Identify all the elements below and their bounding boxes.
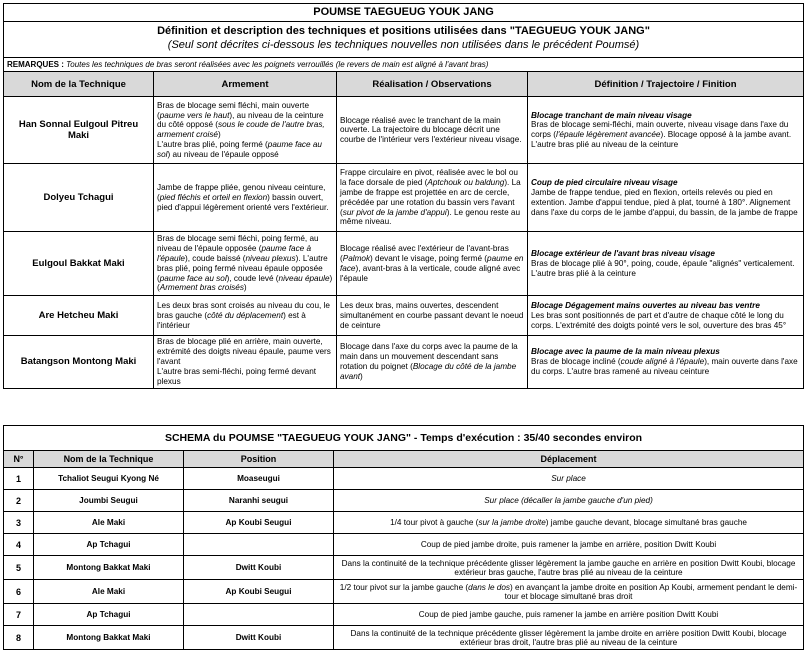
step-number: 1 (4, 468, 34, 490)
step-deplacement: Dans la continuité de la technique précédente glisser légèrement la jambe droite en arrière position Dwitt Koubi, blocage extérieur bras droit, l'autre bras plié au niveau de la ceinture (334, 626, 804, 650)
step-deplacement: Dans la continuité de la technique précédente glisser légèrement la jambe gauche en arrière en position Dwitt Koubi, blocage extérieur bras gauche, l'autre bras plié au niveau de la ceinture (334, 556, 804, 580)
step-deplacement: Coup de pied jambe gauche, puis ramener la jambe en arrière position Dwitt Koubi (334, 604, 804, 626)
schema-body (4, 468, 804, 650)
step-deplacement: Sur place (334, 468, 804, 490)
table-row (4, 97, 804, 164)
step-deplacement: 1/4 tour pivot à gauche (sur la jambe droite) jambe gauche devant, blocage simultané bras gauche (334, 512, 804, 534)
definition-text: Bras de blocage semi-fléchi, main ouverte, niveau visage dans l'axe du corps (l'épaule légèrement avancée). Blocage opposé à la jambe avant. L'autre bras plié au niveau de la ceinture (531, 120, 792, 150)
header-armement: Armement (154, 72, 337, 97)
realisation-cell: Les deux bras, mains ouvertes, descendent simultanément en courbe passant devant le noeud de ceinture (337, 296, 528, 336)
header-realisation: Réalisation / Observations (337, 72, 528, 97)
remarks-text: Toutes les techniques de bras seront réalisées avec les poignets verrouillés (le revers de main est aligné à l'avant bras) (63, 59, 489, 69)
armement-cell: Jambe de frappe pliée, genou niveau ceinture, (pied fléchis et orteil en flexion) bassin ouvert, pied d'appui légèrement orienté vers l'extérieur. (154, 164, 337, 232)
definition-title: Blocage tranchant de main niveau visage (531, 110, 692, 120)
definition-title: Blocage Dégagement mains ouvertes au niveau bas ventre (531, 301, 760, 311)
step-technique: Montong Bakkat Maki (34, 626, 184, 650)
definition-text: Bras de blocage incliné (coude aligné à l'épaule), main ouverte dans l'axe du corps. L'autre bras ramené au niveau ceinture (531, 356, 798, 376)
definition-title: Coup de pied circulaire niveau visage (531, 178, 678, 188)
table-row (4, 580, 804, 604)
header-technique-name: Nom de la Technique (4, 72, 154, 97)
definition-cell (528, 164, 804, 232)
techniques-body (4, 97, 804, 388)
step-number: 6 (4, 580, 34, 604)
table-row (4, 626, 804, 650)
technique-name: Eulgoul Bakkat Maki (4, 232, 154, 296)
table-row (4, 512, 804, 534)
techniques-table (3, 3, 804, 389)
table-row (4, 336, 804, 388)
techniques-header-row (4, 72, 804, 97)
armement-cell: Bras de blocage semi fléchi, poing fermé, au niveau de l'épaule opposée (paume face à l'épaule), coude baissé (niveau plexus). L'autre bras plié, poing fermé niveau épaule opposée (paume face au sol), coude levé (niveau épaule) (Armement bras croisés) (154, 232, 337, 296)
schema-table (3, 425, 804, 650)
step-technique: Ap Tchagui (34, 534, 184, 556)
definition-text: Les bras sont positionnés de part et d'autre de chaque côté le long du corps. L'extrémité des doigts pointé vers le sol, ouverture des bras 45° (531, 310, 787, 330)
step-position: Ap Koubi Seugui (184, 512, 334, 534)
table-row (4, 534, 804, 556)
realisation-cell: Blocage dans l'axe du corps avec la paume de la main dans un mouvement descendant sans rotation du poignet (Blocage du côté de la jambe avant) (337, 336, 528, 388)
header-num: N° (4, 451, 34, 468)
realisation-cell: Blocage réalisé avec le tranchant de la main ouverte. La trajectoire du blocage décrit une courbe de l'intérieur vers l'extérieur niveau visage. (337, 97, 528, 164)
step-technique: Ale Maki (34, 512, 184, 534)
technique-name: Batangson Montong Maki (4, 336, 154, 388)
definition-cell (528, 232, 804, 296)
header-definition: Définition / Trajectoire / Finition (528, 72, 804, 97)
step-deplacement: Sur place (décaller la jambe gauche d'un pied) (334, 490, 804, 512)
definition-title: Blocage avec la paume de la main niveau plexus (531, 347, 720, 357)
step-position: Naranhi seugui (184, 490, 334, 512)
definition-cell (528, 336, 804, 388)
table-row (4, 164, 804, 232)
step-technique: Joumbi Seugui (34, 490, 184, 512)
step-number: 5 (4, 556, 34, 580)
armement-cell: Bras de blocage semi fléchi, main ouverte (paume vers le haut), au niveau de la ceinture du côté opposé (sous le coude de l'autre bras, armement croisé) L'autre bras plié, poing fermé (paume face au sol) au niveau de l'épaule opposé (154, 97, 337, 164)
header-deplacement: Déplacement (334, 451, 804, 468)
document-subtitle (4, 22, 804, 58)
step-position: Dwitt Koubi (184, 556, 334, 580)
step-deplacement: Coup de pied jambe droite, puis ramener la jambe en arrière, position Dwitt Koubi (334, 534, 804, 556)
table-row (4, 604, 804, 626)
technique-name: Han Sonnal Eulgoul Pitreu Maki (4, 97, 154, 164)
header-technique: Nom de la Technique (34, 451, 184, 468)
step-number: 4 (4, 534, 34, 556)
step-technique: Tchaliot Seugui Kyong Né (34, 468, 184, 490)
armement-cell: Bras de blocage plié en arrière, main ouverte, extrémité des doigts niveau épaule, paume vers l'avant L'autre bras semi-fléchi, poing fermé devant plexus (154, 336, 337, 388)
step-number: 7 (4, 604, 34, 626)
table-row (4, 296, 804, 336)
remarks-label: REMARQUES : (7, 59, 64, 69)
step-technique: Ale Maki (34, 580, 184, 604)
technique-name: Are Hetcheu Maki (4, 296, 154, 336)
definition-cell (528, 296, 804, 336)
step-position (184, 534, 334, 556)
schema-title: SCHEMA du POUMSE "TAEGUEUG YOUK JANG" - Temps d'exécution : 35/40 secondes environ (4, 426, 804, 451)
step-technique: Montong Bakkat Maki (34, 556, 184, 580)
armement-cell: Les deux bras sont croisés au niveau du cou, le bras gauche (côté du déplacement) est à l'intérieur (154, 296, 337, 336)
step-position: Ap Koubi Seugui (184, 580, 334, 604)
table-row (4, 490, 804, 512)
realisation-cell: Frappe circulaire en pivot, réalisée avec le bol ou la face dorsale de pied (Aptchouk ou baldung). La jambe de frappe est projettée en arc de cercle, précédée par une rotation du bassin vers l'avant (sur pivot de la jambe d'appui). Le genou reste au même niveau. (337, 164, 528, 232)
remarks (4, 57, 804, 72)
schema-header-row (4, 451, 804, 468)
subtitle-line2: (Seul sont décrites ci-dessous les techniques nouvelles non utilisées dans le précédent Poumsé) (167, 38, 640, 51)
technique-name: Dolyeu Tchagui (4, 164, 154, 232)
definition-text: Jambe de frappe tendue, pied en flexion, orteils relevés ou pied en extention. Jambe d'appui tendue, pied à plat, tourné à 180°. Alignement dans l'axe du corps de le jambe d'appui, du bassin, de la jambe de frappe (531, 187, 798, 217)
document-title: POUMSE TAEGUEUG YOUK JANG (4, 4, 804, 22)
table-row (4, 556, 804, 580)
subtitle-line1: Définition et description des techniques et positions utilisées dans "TAEGUEUG YOUK JANG" (157, 25, 650, 38)
table-row (4, 232, 804, 296)
realisation-cell: Blocage réalisé avec l'extérieur de l'avant-bras (Palmok) devant le visage, poing fermé (paume en face), avant-bras à la verticale, coude aligné avec l'épaule (337, 232, 528, 296)
step-position: Dwitt Koubi (184, 626, 334, 650)
definition-cell (528, 97, 804, 164)
step-position: Moaseugui (184, 468, 334, 490)
step-technique: Ap Tchagui (34, 604, 184, 626)
table-row (4, 468, 804, 490)
definition-title: Blocage extérieur de l'avant bras niveau visage (531, 249, 715, 259)
step-number: 3 (4, 512, 34, 534)
step-deplacement: 1/2 tour pivot sur la jambe gauche (dans le dos) en avançant la jambe droite en position Ap Koubi, armement pendant le demi-tour et blocage simultané bras droit (334, 580, 804, 604)
step-number: 8 (4, 626, 34, 650)
step-position (184, 604, 334, 626)
header-position: Position (184, 451, 334, 468)
step-number: 2 (4, 490, 34, 512)
definition-text: Bras de blocage plié à 90°, poing, coude, épaule "alignés" verticalement. L'autre bras plié à la ceinture (531, 258, 795, 278)
